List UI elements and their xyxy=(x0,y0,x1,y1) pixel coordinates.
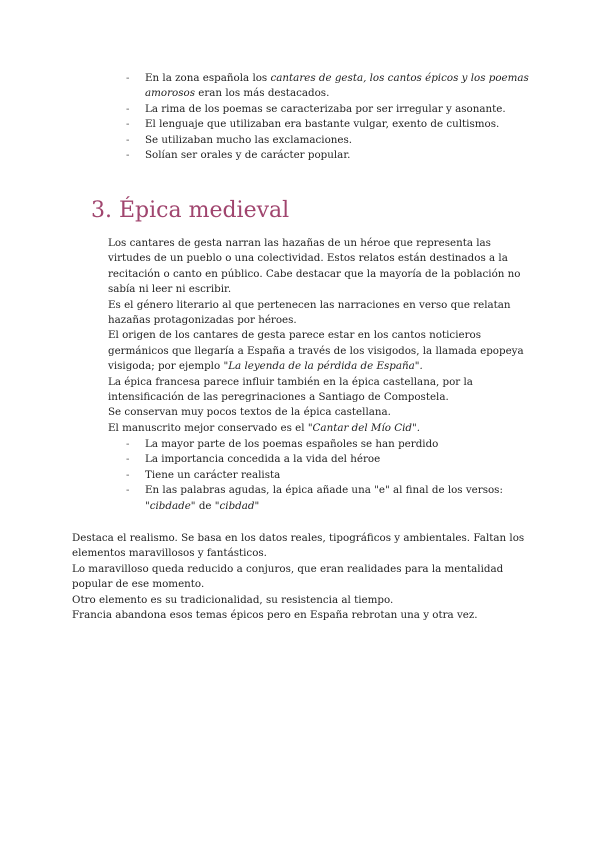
dash-bullet: - xyxy=(126,484,130,497)
paragraph: Lo maravilloso queda reducido a conjuros, que eran realidades para la mentalidad popular de ese momento. xyxy=(72,562,504,591)
epic-features-list xyxy=(126,437,526,514)
dash-bullet: - xyxy=(126,149,130,162)
dash-bullet: - xyxy=(126,438,130,450)
list-item: - Se utilizaban mucho las exclamaciones. xyxy=(126,133,546,148)
dash-bullet: - xyxy=(126,133,130,146)
paragraph: Destaca el realismo. Se basa en los datos reales, tipográficos y ambientales. Faltan los elementos maravillosos y fantásticos. xyxy=(72,532,525,560)
paragraph: Se conservan muy pocos textos de la épica castellana. xyxy=(108,406,391,419)
dash-bullet: - xyxy=(126,102,130,115)
dash-bullet: - xyxy=(126,118,130,131)
list-item: - El lenguaje que utilizaban era bastante vulgar, exento de cultismos. xyxy=(126,117,546,132)
characteristics-list xyxy=(126,71,546,163)
paragraph: Francia abandona esos temas épicos pero en España rebrotan una y otra vez. xyxy=(72,609,478,622)
list-item: - En la zona española los cantares de gesta, los cantos épicos y los poemas amorosos eran los más destacados. xyxy=(126,72,529,100)
list-item: - La mayor parte de los poemas españoles se han perdido xyxy=(126,437,526,452)
paragraph: Es el género literario al que pertenecen las narraciones en verso que relatan hazañas protagonizadas por héroes. xyxy=(108,298,511,327)
section-body xyxy=(108,236,528,436)
dash-bullet: - xyxy=(126,453,130,466)
list-item: - Tiene un carácter realista xyxy=(126,468,526,483)
list-item: - La rima de los poemas se caracterizaba por ser irregular y asonante. xyxy=(126,102,546,117)
dash-bullet: - xyxy=(126,468,130,481)
list-item: - La importancia concedida a la vida del héroe xyxy=(126,452,526,467)
paragraph: El manuscrito mejor conservado es el "Cantar del Mío Cid". xyxy=(108,421,421,434)
dash-bullet: - xyxy=(126,72,130,84)
paragraph: El origen de los cantares de gesta parece estar en los cantos noticieros germánicos que llegaría a España a través de los visigodos, la llamada epopeya visigoda; por ejemplo "La leyenda de la pérdida de España". xyxy=(108,329,524,373)
list-item: - Solían ser orales y de carácter popular. xyxy=(126,148,546,163)
paragraph: La épica francesa parece influir también en la épica castellana, por la intensificación de las peregrinaciones a Santiago de Compostela. xyxy=(108,375,473,404)
paragraph: Los cantares de gesta narran las hazañas de un héroe que representa las virtudes de un pueblo o una colectividad. Estos relatos están destinados a la recitación o canto en público. Cabe destacar que la mayoría de la población no sabía ni leer ni escribir. xyxy=(108,237,521,296)
section-heading: 3. Épica medieval xyxy=(91,198,290,223)
list-item: - En las palabras agudas, la épica añade una "e" al final de los versos: "cibdade" de "cibdad" xyxy=(126,484,503,512)
paragraph: Otro elemento es su tradicionalidad, su resistencia al tiempo. xyxy=(72,593,394,606)
closing-text xyxy=(72,531,534,623)
